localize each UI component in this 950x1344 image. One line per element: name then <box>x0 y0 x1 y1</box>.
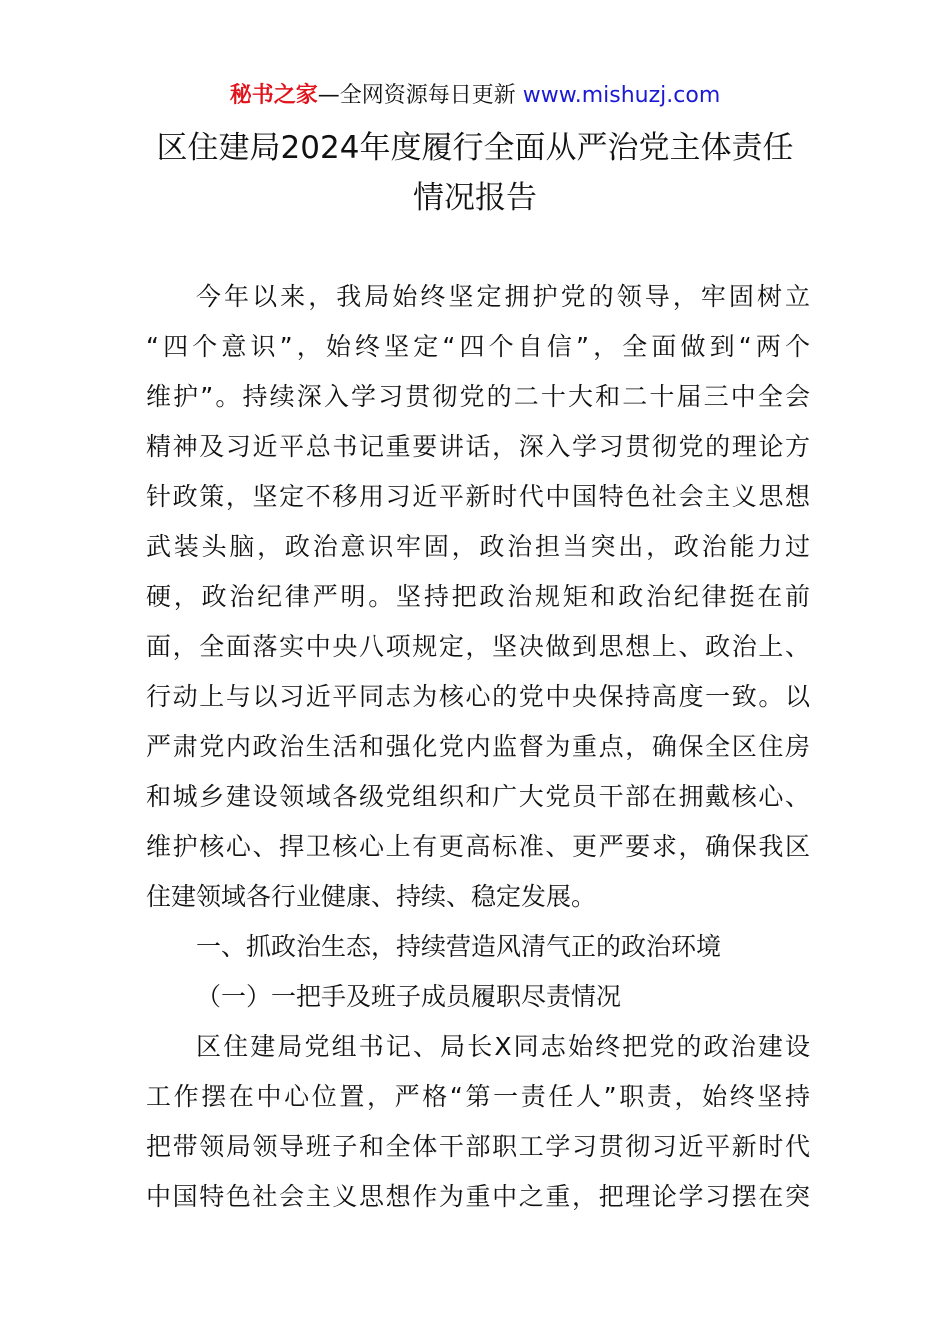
document-title-line-2: 情况报告 <box>413 180 537 216</box>
document-title-line-1: 区住建局2024年度履行全面从严治党主体责任 <box>156 130 794 166</box>
site-header <box>0 80 950 112</box>
section-heading: 一、抓政治生态，持续营造风清气正的政治环境 <box>196 932 722 961</box>
body-line: 硬，政治纪律严明。坚持把政治规矩和政治纪律挺在前 <box>146 582 810 611</box>
body-line: 面，全面落实中央八项规定，坚决做到思想上、政治上、 <box>146 632 810 661</box>
body-line: 工作摆在中心位置，严格“第一责任人”职责，始终坚持 <box>146 1082 810 1111</box>
document-body <box>146 272 810 1222</box>
body-line: 把带领局领导班子和全体干部职工学习贯彻习近平新时代 <box>146 1132 810 1161</box>
body-line: 武装头脑，政治意识牢固，政治担当突出，政治能力过 <box>146 532 810 561</box>
body-line: “四个意识”，始终坚定“四个自信”，全面做到“两个 <box>146 332 810 361</box>
body-line: 和城乡建设领域各级党组织和广大党员干部在拥戴核心、 <box>146 782 810 811</box>
site-brand: 秘书之家 <box>229 83 318 108</box>
body-line: 维护核心、捍卫核心上有更高标准、更严要求，确保我区 <box>146 832 810 861</box>
body-line: 维护”。持续深入学习贯彻党的二十大和二十届三中全会 <box>146 382 810 411</box>
body-line: 今年以来，我局始终坚定拥护党的领导，牢固树立 <box>196 282 810 311</box>
body-line: 严肃党内政治生活和强化党内监督为重点，确保全区住房 <box>146 732 810 761</box>
site-url-link[interactable]: www.mishuzj.com <box>522 83 721 108</box>
site-tagline: —全网资源每日更新 <box>317 83 523 108</box>
body-line: 中国特色社会主义思想作为重中之重，把理论学习摆在突 <box>146 1182 810 1211</box>
body-line: 住建领域各行业健康、持续、稳定发展。 <box>146 882 597 911</box>
body-line: 针政策，坚定不移用习近平新时代中国特色社会主义思想 <box>146 482 810 511</box>
body-line: 精神及习近平总书记重要讲话，深入学习贯彻党的理论方 <box>146 432 810 461</box>
body-line: 行动上与以习近平同志为核心的党中央保持高度一致。以 <box>146 682 810 711</box>
subsection-heading: （一）一把手及班子成员履职尽责情况 <box>196 982 622 1011</box>
body-line: 区住建局党组书记、局长X同志始终把党的政治建设 <box>196 1032 810 1061</box>
